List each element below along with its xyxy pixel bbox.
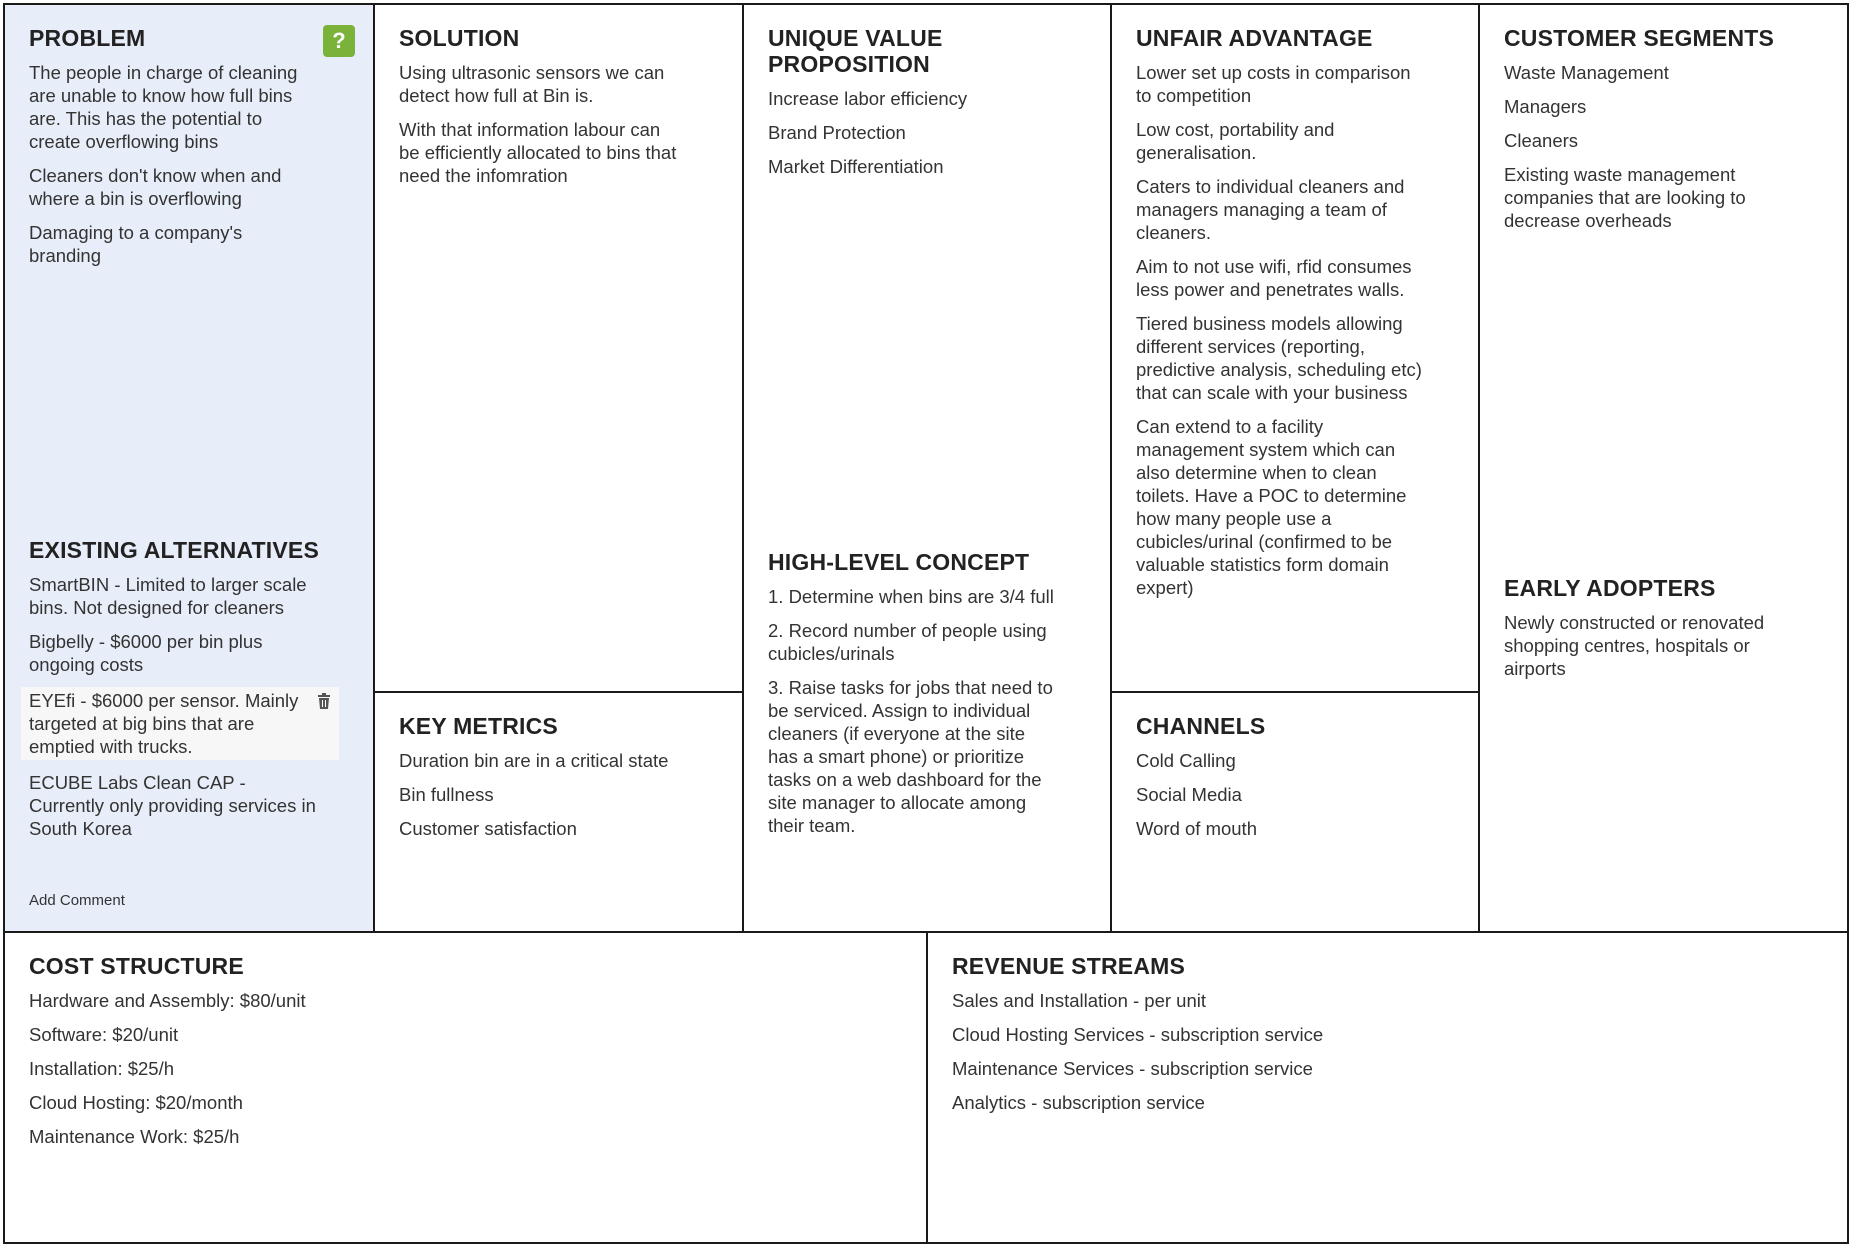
list-item[interactable]: Bin fullness [399,784,494,805]
list-item[interactable]: Maintenance Work: $25/h [29,1126,240,1147]
list-item[interactable]: Caters to individual cleaners and managers managing a team of cleaners. [1136,176,1405,243]
revenue-streams-list [952,989,1823,1114]
cost-structure-list [29,989,904,1148]
high-level-concept-title: HIGH-LEVEL CONCEPT [768,549,1030,575]
list-item[interactable]: Existing waste management companies that are looking to decrease overheads [1504,164,1746,231]
list-item[interactable]: The people in charge of cleaning are unable to know how full bins are. This has the potential to create overflowing bins [29,62,298,152]
customer-segments-title: CUSTOMER SEGMENTS [1504,25,1775,51]
existing-alternatives-section [29,537,339,851]
channels-section[interactable] [1110,691,1480,933]
list-item[interactable]: Using ultrasonic sensors we can detect how full at Bin is. [399,62,665,106]
list-item[interactable]: Lower set up costs in comparison to competition [1136,62,1411,106]
unfair-advantage-title: UNFAIR ADVANTAGE [1136,25,1373,51]
revenue-streams-title: REVENUE STREAMS [952,953,1186,979]
list-item[interactable]: Cloud Hosting Services - subscription service [952,1024,1324,1045]
list-item[interactable]: Increase labor efficiency [768,88,968,109]
list-item[interactable]: Cleaners [1504,130,1579,151]
existing-alternatives-title: EXISTING ALTERNATIVES [29,537,320,563]
solution-title: SOLUTION [399,25,520,51]
list-item[interactable]: Managers [1504,96,1587,117]
early-adopters-section[interactable] [1504,575,1804,691]
high-level-concept-section[interactable] [768,549,1078,848]
channels-title: CHANNELS [1136,713,1266,739]
problem-section[interactable] [3,3,375,933]
list-item[interactable]: 1. Determine when bins are 3/4 full [768,586,1054,607]
list-item[interactable]: Cleaners don't know when and where a bin is overflowing [29,165,282,209]
list-item[interactable]: Duration bin are in a critical state [399,750,669,771]
list-item[interactable]: Hardware and Assembly: $80/unit [29,990,306,1011]
list-item[interactable]: Maintenance Services - subscription service [952,1058,1313,1079]
channels-list [1136,749,1454,840]
key-metrics-list [399,749,718,840]
customer-segments-list [1504,61,1804,232]
list-item[interactable]: Tiered business models allowing different services (reporting, predictive analysis, scheduling etc) that can scale with your business [1136,313,1422,403]
list-item[interactable]: Sales and Installation - per unit [952,990,1207,1011]
list-item[interactable]: Can extend to a facility management system which can also determine when to clean toilets. Have a POC to determine how many people use a cubicles/urinal (confirmed to be valuable statistics form domain expert) [1136,416,1407,598]
key-metrics-section[interactable] [373,691,744,933]
list-item[interactable]: Damaging to a company's branding [29,222,243,266]
list-item[interactable]: Analytics - subscription service [952,1092,1205,1113]
key-metrics-title: KEY METRICS [399,713,558,739]
problem-title: PROBLEM [29,25,146,51]
list-item-text: EYEfi - $6000 per sensor. Mainly targeted at big bins that are emptied with trucks. [29,690,299,757]
list-item[interactable]: Low cost, portability and generalisation. [1136,119,1335,163]
list-item[interactable]: 2. Record number of people using cubicles/urinals [768,620,1047,664]
list-item[interactable]: Market Differentiation [768,156,944,177]
customer-segments-section[interactable] [1478,3,1849,933]
list-item[interactable] [21,687,339,760]
list-item[interactable]: Software: $20/unit [29,1024,179,1045]
list-item[interactable]: Aim to not use wifi, rfid consumes less power and penetrates walls. [1136,256,1412,300]
list-item[interactable]: SmartBIN - Limited to larger scale bins. Not designed for cleaners [29,574,307,618]
cost-structure-section[interactable] [3,931,930,1244]
list-item[interactable]: Social Media [1136,784,1242,805]
uvp-list [768,87,1086,178]
early-adopters-title: EARLY ADOPTERS [1504,575,1716,601]
list-item[interactable]: Waste Management [1504,62,1669,83]
list-item[interactable]: Newly constructed or renovated shopping centres, hospitals or airports [1504,612,1765,679]
list-item[interactable]: Customer satisfaction [399,818,577,839]
list-item[interactable]: ECUBE Labs Clean CAP - Currently only providing services in South Korea [29,772,316,839]
list-item[interactable]: 3. Raise tasks for jobs that need to be serviced. Assign to individual cleaners (if everyone at the site has a smart phone) or prioritize tasks on a web dashboard for the site manager to allocate among their team. [768,677,1053,836]
revenue-streams-section[interactable] [926,931,1849,1244]
problem-list [29,61,329,267]
solution-section[interactable] [373,3,744,693]
list-item[interactable]: Cold Calling [1136,750,1236,771]
uvp-title: UNIQUE VALUE PROPOSITION [768,25,943,77]
list-item[interactable]: Bigbelly - $6000 per bin plus ongoing costs [29,631,263,675]
list-item[interactable]: Installation: $25/h [29,1058,175,1079]
help-button[interactable]: ? [323,25,355,57]
list-item[interactable]: Cloud Hosting: $20/month [29,1092,243,1113]
list-item[interactable]: With that information labour can be efficiently allocated to bins that need the infomration [399,119,677,186]
list-item[interactable]: Brand Protection [768,122,906,143]
trash-icon[interactable] [317,693,331,709]
solution-list [399,61,699,187]
add-comment-link[interactable]: Add Comment [29,892,125,909]
unique-value-proposition-section[interactable] [742,3,1112,933]
list-item[interactable]: Word of mouth [1136,818,1257,839]
cost-structure-title: COST STRUCTURE [29,953,244,979]
unfair-advantage-list [1136,61,1441,599]
unfair-advantage-section[interactable] [1110,3,1480,693]
